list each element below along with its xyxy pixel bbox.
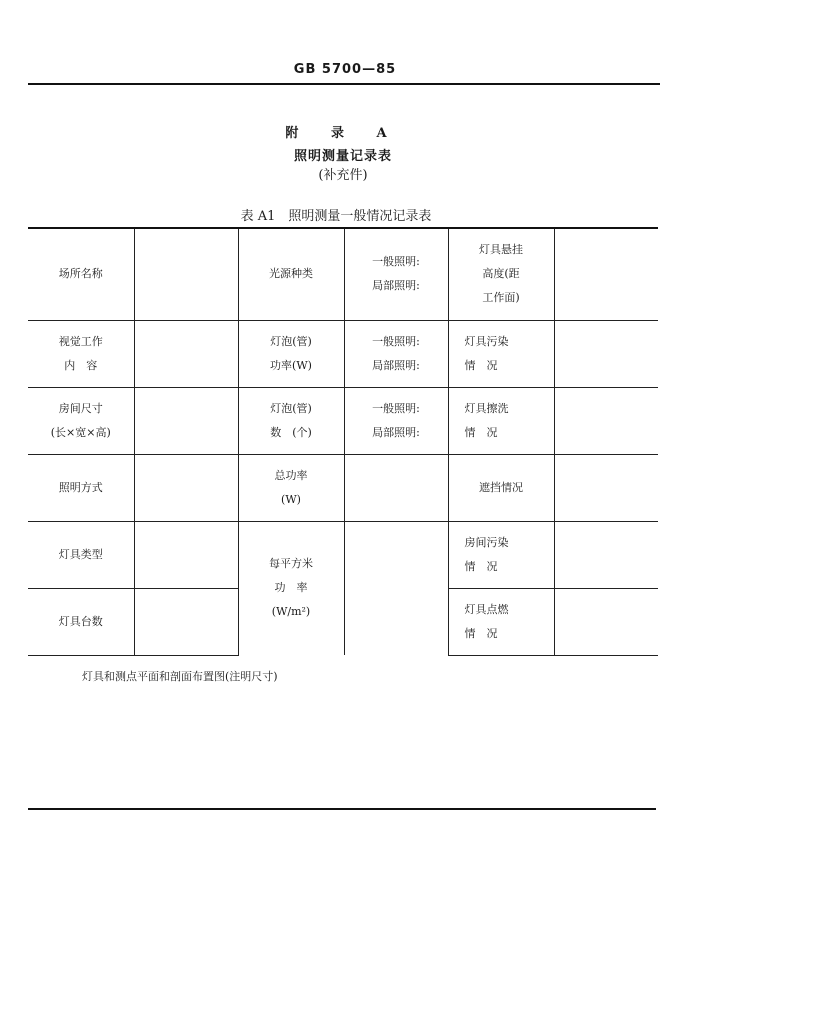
value-cell[interactable]	[134, 320, 238, 387]
label-cell	[448, 320, 554, 387]
cell-line: 照明方式	[58, 480, 103, 494]
label-cell	[238, 521, 344, 655]
cell-line: (W)	[281, 492, 301, 506]
cell-line: 一般照明:	[372, 401, 420, 415]
label-cell	[344, 320, 448, 387]
label-cell	[448, 588, 554, 655]
label-cell	[448, 521, 554, 588]
cell-line: (长×宽×高)	[50, 425, 111, 439]
label-cell	[344, 228, 448, 320]
label-cell	[344, 387, 448, 454]
value-cell[interactable]	[134, 387, 238, 454]
cell-line: 局部照明:	[372, 358, 420, 372]
standard-code: GB 5700—85	[293, 62, 397, 77]
cell-line: 灯具点燃	[464, 602, 509, 616]
table-row	[28, 387, 658, 454]
cell-line: 遮挡情况	[479, 480, 523, 494]
cell-line: 数 (个)	[270, 425, 312, 439]
label-cell	[238, 387, 344, 454]
cell-line: 房间尺寸	[58, 401, 103, 415]
label-cell	[448, 387, 554, 454]
cell-line: 功 率	[274, 581, 308, 595]
cell-line: (W/m²)	[271, 605, 311, 619]
cell-line: 局部照明:	[372, 425, 420, 439]
value-cell[interactable]	[554, 387, 658, 454]
value-cell[interactable]	[554, 320, 658, 387]
label-cell	[448, 228, 554, 320]
table-row	[28, 454, 658, 521]
value-cell[interactable]	[134, 521, 238, 588]
cell-line: 高度(距	[482, 267, 520, 281]
cell-line: 功率(W)	[270, 358, 312, 372]
table-row	[28, 320, 658, 387]
cell-line: 灯具污染	[464, 334, 509, 348]
value-cell[interactable]	[554, 228, 658, 320]
label-cell	[238, 454, 344, 521]
cell-line: 情 况	[464, 358, 498, 372]
label-cell	[28, 588, 134, 655]
appendix-title: 附 录 A	[285, 126, 401, 141]
value-cell[interactable]	[134, 588, 238, 655]
value-cell[interactable]	[344, 454, 448, 521]
appendix-note: (补充件)	[318, 168, 368, 183]
appendix-subtitle: 照明测量记录表	[293, 149, 392, 164]
record-table	[28, 227, 658, 656]
cell-line: 一般照明:	[372, 255, 420, 269]
cell-line: 内 容	[64, 358, 98, 372]
cell-line: 一般照明:	[372, 334, 420, 348]
cell-line: 情 况	[464, 626, 498, 640]
diagram-note: 灯具和测点平面和剖面布置图(注明尺寸)	[82, 670, 278, 683]
cell-line: 灯泡(管)	[270, 334, 312, 348]
label-cell	[238, 320, 344, 387]
cell-line: 光源种类	[269, 267, 313, 281]
cell-line: 总功率	[274, 468, 308, 482]
cell-line: 局部照明:	[372, 279, 420, 293]
cell-line: 视觉工作	[58, 334, 103, 348]
value-cell[interactable]	[134, 454, 238, 521]
label-cell	[448, 454, 554, 521]
footer-rule	[28, 808, 656, 810]
cell-line: 场所名称	[58, 267, 103, 281]
value-cell[interactable]	[554, 521, 658, 588]
label-cell	[238, 228, 344, 320]
label-cell	[28, 228, 134, 320]
cell-line: 情 况	[464, 425, 498, 439]
cell-line: 情 况	[464, 559, 498, 573]
cell-line: 灯具悬挂	[479, 243, 523, 257]
label-cell	[28, 320, 134, 387]
cell-line: 房间污染	[464, 535, 509, 549]
value-cell[interactable]	[344, 521, 448, 655]
table-row	[28, 228, 658, 320]
cell-line: 灯具擦洗	[464, 401, 509, 415]
value-cell[interactable]	[134, 228, 238, 320]
cell-line: 灯具类型	[58, 547, 103, 561]
cell-line: 每平方米	[269, 557, 313, 571]
cell-line: 灯泡(管)	[270, 401, 312, 415]
value-cell[interactable]	[554, 454, 658, 521]
value-cell[interactable]	[554, 588, 658, 655]
table-caption: 表 A1 照明测量一般情况记录表	[240, 209, 432, 224]
cell-line: 灯具台数	[58, 614, 103, 628]
label-cell	[28, 454, 134, 521]
label-cell	[28, 521, 134, 588]
table-row	[28, 521, 658, 588]
label-cell	[28, 387, 134, 454]
cell-line: 工作面)	[482, 291, 520, 305]
header-rule	[28, 83, 660, 85]
